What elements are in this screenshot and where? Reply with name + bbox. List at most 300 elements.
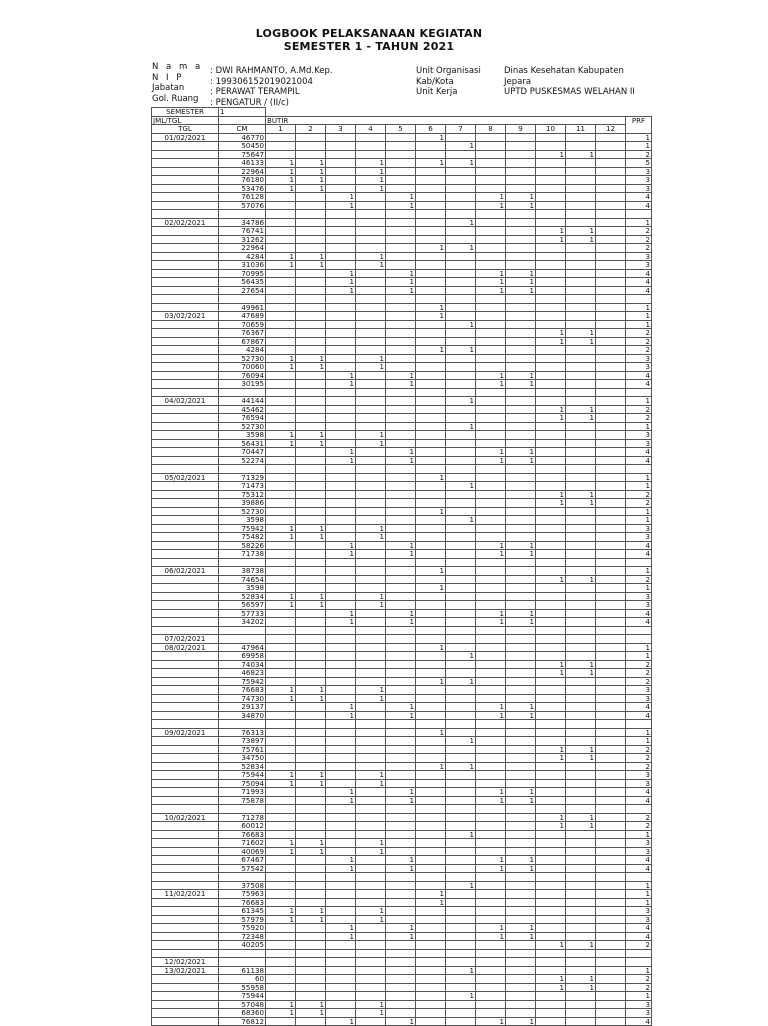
butir-cell — [356, 881, 386, 890]
butir-cell — [326, 261, 356, 270]
butir-cell — [446, 626, 476, 635]
cm-cell: 61345 — [219, 907, 266, 916]
butir-cell — [266, 346, 296, 355]
butir-cell — [566, 694, 596, 703]
butir-cell — [416, 150, 446, 159]
cm-cell: 3598 — [219, 516, 266, 525]
tgl-cell: 09/02/2021 — [152, 728, 219, 737]
tgl-cell: 11/02/2021 — [152, 890, 219, 899]
butir-cell — [476, 643, 506, 652]
butir-cell: 1 — [296, 915, 326, 924]
butir-cell — [386, 133, 416, 142]
butir-cell — [596, 822, 626, 831]
tgl-cell — [152, 703, 219, 712]
butir-cell: 1 — [506, 1017, 536, 1026]
butir-cell — [446, 924, 476, 933]
butir-cell — [596, 482, 626, 491]
butir-cell — [446, 643, 476, 652]
prf-cell: 1 — [626, 584, 652, 593]
label-nip: N I P — [152, 72, 184, 83]
butir-cell: 1 — [446, 397, 476, 406]
label-gol-ruang: Gol. Ruang — [152, 93, 199, 104]
butir-cell — [506, 422, 536, 431]
table-row — [152, 388, 652, 397]
butir-cell — [416, 354, 446, 363]
table-row — [152, 524, 652, 533]
butir-cell: 1 — [266, 1009, 296, 1018]
butir-cell: 1 — [536, 754, 566, 763]
butir-cell — [566, 847, 596, 856]
butir-cell — [356, 737, 386, 746]
cm-cell: 37508 — [219, 881, 266, 890]
butir-cell — [326, 762, 356, 771]
butir-cell: 1 — [296, 176, 326, 185]
tgl-cell — [152, 541, 219, 550]
butir-cell — [476, 635, 506, 644]
butir-cell — [356, 142, 386, 151]
butir-cell — [476, 728, 506, 737]
butir-cell — [326, 822, 356, 831]
butir-cell — [506, 159, 536, 168]
prf-cell: 1 — [626, 830, 652, 839]
butir-cell — [536, 286, 566, 295]
table-row — [152, 813, 652, 822]
butir-cell — [416, 499, 446, 508]
butir-cell — [476, 975, 506, 984]
butir-cell: 1 — [326, 609, 356, 618]
butir-cell: 1 — [416, 567, 446, 576]
butir-cell — [596, 864, 626, 873]
butir-cell — [476, 558, 506, 567]
butir-cell: 1 — [446, 320, 476, 329]
prf-cell — [626, 210, 652, 219]
tgl-cell — [152, 422, 219, 431]
butir-cell — [326, 1000, 356, 1009]
cm-cell — [219, 805, 266, 814]
butir-cell — [536, 618, 566, 627]
butir-cell — [386, 465, 416, 474]
butir-cell: 1 — [266, 694, 296, 703]
value-jabatan: : PERAWAT TERAMPIL — [210, 87, 300, 97]
table-row — [152, 669, 652, 678]
table-row — [152, 210, 652, 219]
butir-cell: 1 — [506, 856, 536, 865]
butir-cell — [266, 677, 296, 686]
butir-cell — [506, 142, 536, 151]
butir-cell — [356, 864, 386, 873]
prf-cell: 4 — [626, 269, 652, 278]
butir-cell — [536, 643, 566, 652]
butir-cell — [566, 456, 596, 465]
butir-cell — [536, 788, 566, 797]
butir-cell — [566, 592, 596, 601]
butir-cell: 1 — [386, 380, 416, 389]
butir-cell — [326, 805, 356, 814]
butir-cell — [536, 728, 566, 737]
butir-cell — [476, 660, 506, 669]
page-subtitle: SEMESTER 1 - TAHUN 2021 — [283, 40, 455, 53]
butir-cell — [476, 847, 506, 856]
butir-cell — [356, 499, 386, 508]
butir-cell — [446, 618, 476, 627]
butir-cell — [386, 873, 416, 882]
butir-cell: 1 — [476, 618, 506, 627]
butir-cell — [506, 439, 536, 448]
butir-cell: 1 — [296, 847, 326, 856]
cm-cell: 56597 — [219, 601, 266, 610]
butir-cell — [416, 983, 446, 992]
butir-cell: 1 — [566, 813, 596, 822]
butir-cell — [566, 856, 596, 865]
cm-cell — [219, 720, 266, 729]
butir-cell — [596, 490, 626, 499]
butir-cell — [506, 983, 536, 992]
tgl-cell — [152, 193, 219, 202]
butir-cell: 1 — [296, 1000, 326, 1009]
butir-cell — [596, 754, 626, 763]
butir-cell — [536, 397, 566, 406]
butir-cell — [596, 210, 626, 219]
butir-cell — [296, 380, 326, 389]
butir-cell — [326, 507, 356, 516]
butir-cell — [296, 932, 326, 941]
butir-cell — [596, 890, 626, 899]
prf-cell: 3 — [626, 601, 652, 610]
cm-cell: 52834 — [219, 592, 266, 601]
butir-cell — [506, 473, 536, 482]
table-row — [152, 575, 652, 584]
tgl-cell — [152, 822, 219, 831]
butir-cell — [416, 448, 446, 457]
header-row-2 — [152, 125, 652, 134]
butir-cell — [326, 346, 356, 355]
butir-cell — [506, 524, 536, 533]
butir-cell: 1 — [326, 193, 356, 202]
cm-cell: 76594 — [219, 414, 266, 423]
butir-cell: 1 — [266, 601, 296, 610]
butir-cell — [266, 133, 296, 142]
table-row — [152, 337, 652, 346]
butir-cell: 1 — [266, 363, 296, 372]
butir-cell — [536, 703, 566, 712]
cm-cell: 4284 — [219, 252, 266, 261]
prf-cell: 2 — [626, 244, 652, 253]
butir-cell — [416, 337, 446, 346]
butir-cell — [566, 422, 596, 431]
butir-cell — [386, 159, 416, 168]
butir-cell — [266, 490, 296, 499]
cm-cell: 53476 — [219, 184, 266, 193]
tgl-cell — [152, 779, 219, 788]
tgl-cell — [152, 975, 219, 984]
butir-cell — [326, 992, 356, 1001]
butir-cell — [266, 711, 296, 720]
butir-cell — [596, 592, 626, 601]
butir-cell — [566, 830, 596, 839]
tgl-cell — [152, 771, 219, 780]
cm-cell: 34786 — [219, 218, 266, 227]
butir-cell — [266, 278, 296, 287]
tgl-cell — [152, 737, 219, 746]
prf-cell: 3 — [626, 252, 652, 261]
butir-cell — [416, 907, 446, 916]
butir-cell: 1 — [566, 227, 596, 236]
butir-cell — [596, 898, 626, 907]
butir-cell — [326, 176, 356, 185]
table-row — [152, 703, 652, 712]
butir-cell — [386, 431, 416, 440]
butir-cell — [416, 363, 446, 372]
butir-cell: 1 — [536, 337, 566, 346]
butir-cell — [476, 422, 506, 431]
tgl-cell — [152, 278, 219, 287]
butir-cell — [356, 966, 386, 975]
label-unit-organisasi: Unit Organisasi — [416, 66, 481, 76]
butir-cell — [506, 176, 536, 185]
butir-cell: 1 — [446, 830, 476, 839]
butir-cell — [596, 380, 626, 389]
butir-cell — [566, 278, 596, 287]
butir-cell — [446, 839, 476, 848]
butir-cell — [326, 329, 356, 338]
butir-cell — [566, 261, 596, 270]
cm-cell: 75094 — [219, 779, 266, 788]
tgl-cell — [152, 898, 219, 907]
butir-cell — [416, 745, 446, 754]
butir-cell — [596, 244, 626, 253]
butir-cell — [326, 235, 356, 244]
butir-cell: 1 — [356, 524, 386, 533]
prf-cell: 3 — [626, 771, 652, 780]
prf-cell: 2 — [626, 490, 652, 499]
butir-cell — [266, 414, 296, 423]
butir-cell: 1 — [386, 278, 416, 287]
butir-cell: 1 — [446, 881, 476, 890]
butir-cell — [476, 983, 506, 992]
butir-cell — [326, 601, 356, 610]
butir-cell: 1 — [356, 176, 386, 185]
butir-cell — [476, 805, 506, 814]
butir-cell — [386, 363, 416, 372]
butir-cell — [596, 405, 626, 414]
prf-cell: 1 — [626, 728, 652, 737]
butir-cell — [536, 388, 566, 397]
butir-cell: 1 — [416, 244, 446, 253]
table-row — [152, 516, 652, 525]
tgl-cell — [152, 711, 219, 720]
butir-cell — [596, 932, 626, 941]
butir-cell — [476, 499, 506, 508]
butir-cell — [326, 150, 356, 159]
table-row — [152, 592, 652, 601]
butir-cell — [386, 839, 416, 848]
butir-cell — [356, 550, 386, 559]
butir-cell — [266, 286, 296, 295]
butir-cell — [596, 975, 626, 984]
table-row — [152, 405, 652, 414]
butir-cell — [596, 771, 626, 780]
butir-cell — [356, 388, 386, 397]
butir-cell — [446, 448, 476, 457]
butir-cell — [536, 762, 566, 771]
butir-cell — [416, 830, 446, 839]
table-row — [152, 541, 652, 550]
tgl-cell: 10/02/2021 — [152, 813, 219, 822]
butir-cell — [506, 839, 536, 848]
butir-cell — [596, 873, 626, 882]
butir-cell — [536, 210, 566, 219]
butir-cell — [506, 320, 536, 329]
tgl-cell — [152, 405, 219, 414]
butir-cell: 1 — [506, 550, 536, 559]
butir-cell: 1 — [506, 448, 536, 457]
tgl-cell: 12/02/2021 — [152, 958, 219, 967]
butir-cell — [356, 397, 386, 406]
butir-cell — [476, 346, 506, 355]
butir-cell: 1 — [506, 286, 536, 295]
butir-cell — [506, 482, 536, 491]
tgl-cell — [152, 167, 219, 176]
butir-cell — [536, 881, 566, 890]
butir-cell — [326, 915, 356, 924]
cm-cell: 75312 — [219, 490, 266, 499]
butir-cell — [416, 439, 446, 448]
butir-cell: 1 — [566, 754, 596, 763]
butir-cell — [356, 286, 386, 295]
prf-cell: 1 — [626, 652, 652, 661]
butir-cell — [596, 677, 626, 686]
prf-cell: 2 — [626, 329, 652, 338]
butir-cell — [416, 516, 446, 525]
butir-cell — [536, 720, 566, 729]
table-row — [152, 949, 652, 958]
butir-cell: 1 — [326, 788, 356, 797]
butir-cell — [356, 745, 386, 754]
table-row — [152, 839, 652, 848]
prf-cell: 4 — [626, 380, 652, 389]
butir-cell — [416, 465, 446, 474]
butir-cell — [296, 567, 326, 576]
semester-row — [152, 108, 652, 117]
table-row — [152, 720, 652, 729]
butir-cell — [326, 677, 356, 686]
butir-cell — [596, 337, 626, 346]
butir-cell — [536, 159, 566, 168]
prf-cell — [626, 635, 652, 644]
butir-cell — [536, 533, 566, 542]
butir-cell — [566, 303, 596, 312]
unit-values — [504, 66, 635, 98]
butir-cell — [596, 575, 626, 584]
butir-cell — [296, 456, 326, 465]
butir-cell: 1 — [536, 405, 566, 414]
prf-cell: 1 — [626, 218, 652, 227]
butir-cell — [476, 669, 506, 678]
butir-cell — [506, 465, 536, 474]
butir-cell — [506, 592, 536, 601]
butir-cell — [326, 907, 356, 916]
butir-cell — [326, 431, 356, 440]
butir-cell — [566, 796, 596, 805]
tgl-cell — [152, 720, 219, 729]
prf-cell: 1 — [626, 890, 652, 899]
butir-cell — [296, 966, 326, 975]
prf-cell: 1 — [626, 507, 652, 516]
butir-cell — [386, 686, 416, 695]
butir-cell — [596, 966, 626, 975]
butir-cell — [596, 499, 626, 508]
butir-cell — [566, 839, 596, 848]
butir-cell: 1 — [386, 286, 416, 295]
butir-cell — [386, 405, 416, 414]
prf-cell: 3 — [626, 167, 652, 176]
butir-cell — [536, 771, 566, 780]
butir-cell — [476, 354, 506, 363]
butir-cell: 1 — [506, 609, 536, 618]
employee-values — [210, 66, 333, 108]
butir-cell — [266, 575, 296, 584]
butir-cell — [536, 1017, 566, 1026]
table-row — [152, 694, 652, 703]
butir-cell — [416, 958, 446, 967]
butir-cell — [566, 252, 596, 261]
butir-cell — [296, 235, 326, 244]
butir-cell — [296, 414, 326, 423]
butir-cell — [476, 592, 506, 601]
butir-cell: 1 — [266, 592, 296, 601]
butir-cell — [416, 779, 446, 788]
butir-cell — [566, 711, 596, 720]
table-row — [152, 252, 652, 261]
prf-cell: 1 — [626, 142, 652, 151]
butir-cell — [386, 473, 416, 482]
tgl-cell — [152, 320, 219, 329]
cm-cell: 44144 — [219, 397, 266, 406]
butir-cell — [596, 652, 626, 661]
butir-cell — [536, 932, 566, 941]
table-row — [152, 422, 652, 431]
butir-cell — [596, 473, 626, 482]
table-row — [152, 397, 652, 406]
butir-cell — [416, 227, 446, 236]
butir-cell — [356, 303, 386, 312]
butir-cell — [356, 516, 386, 525]
butir-cell — [266, 244, 296, 253]
butir-cell — [536, 779, 566, 788]
butir-cell: 1 — [386, 788, 416, 797]
butir-cell — [416, 558, 446, 567]
butir-cell: 1 — [356, 167, 386, 176]
butir-cell — [476, 839, 506, 848]
butir-cell — [266, 890, 296, 899]
butir-cell — [476, 482, 506, 491]
butir-cell — [266, 941, 296, 950]
butir-cell — [296, 898, 326, 907]
butir-cell — [266, 643, 296, 652]
butir-cell — [596, 737, 626, 746]
butir-cell — [356, 278, 386, 287]
prf-cell: 4 — [626, 924, 652, 933]
butir-cell — [566, 966, 596, 975]
table-row — [152, 320, 652, 329]
butir-cell — [266, 754, 296, 763]
butir-cell — [296, 805, 326, 814]
butir-cell — [266, 1017, 296, 1026]
butir-cell — [296, 856, 326, 865]
prf-cell: 1 — [626, 473, 652, 482]
butir-cell — [326, 133, 356, 142]
butir-cell — [476, 694, 506, 703]
